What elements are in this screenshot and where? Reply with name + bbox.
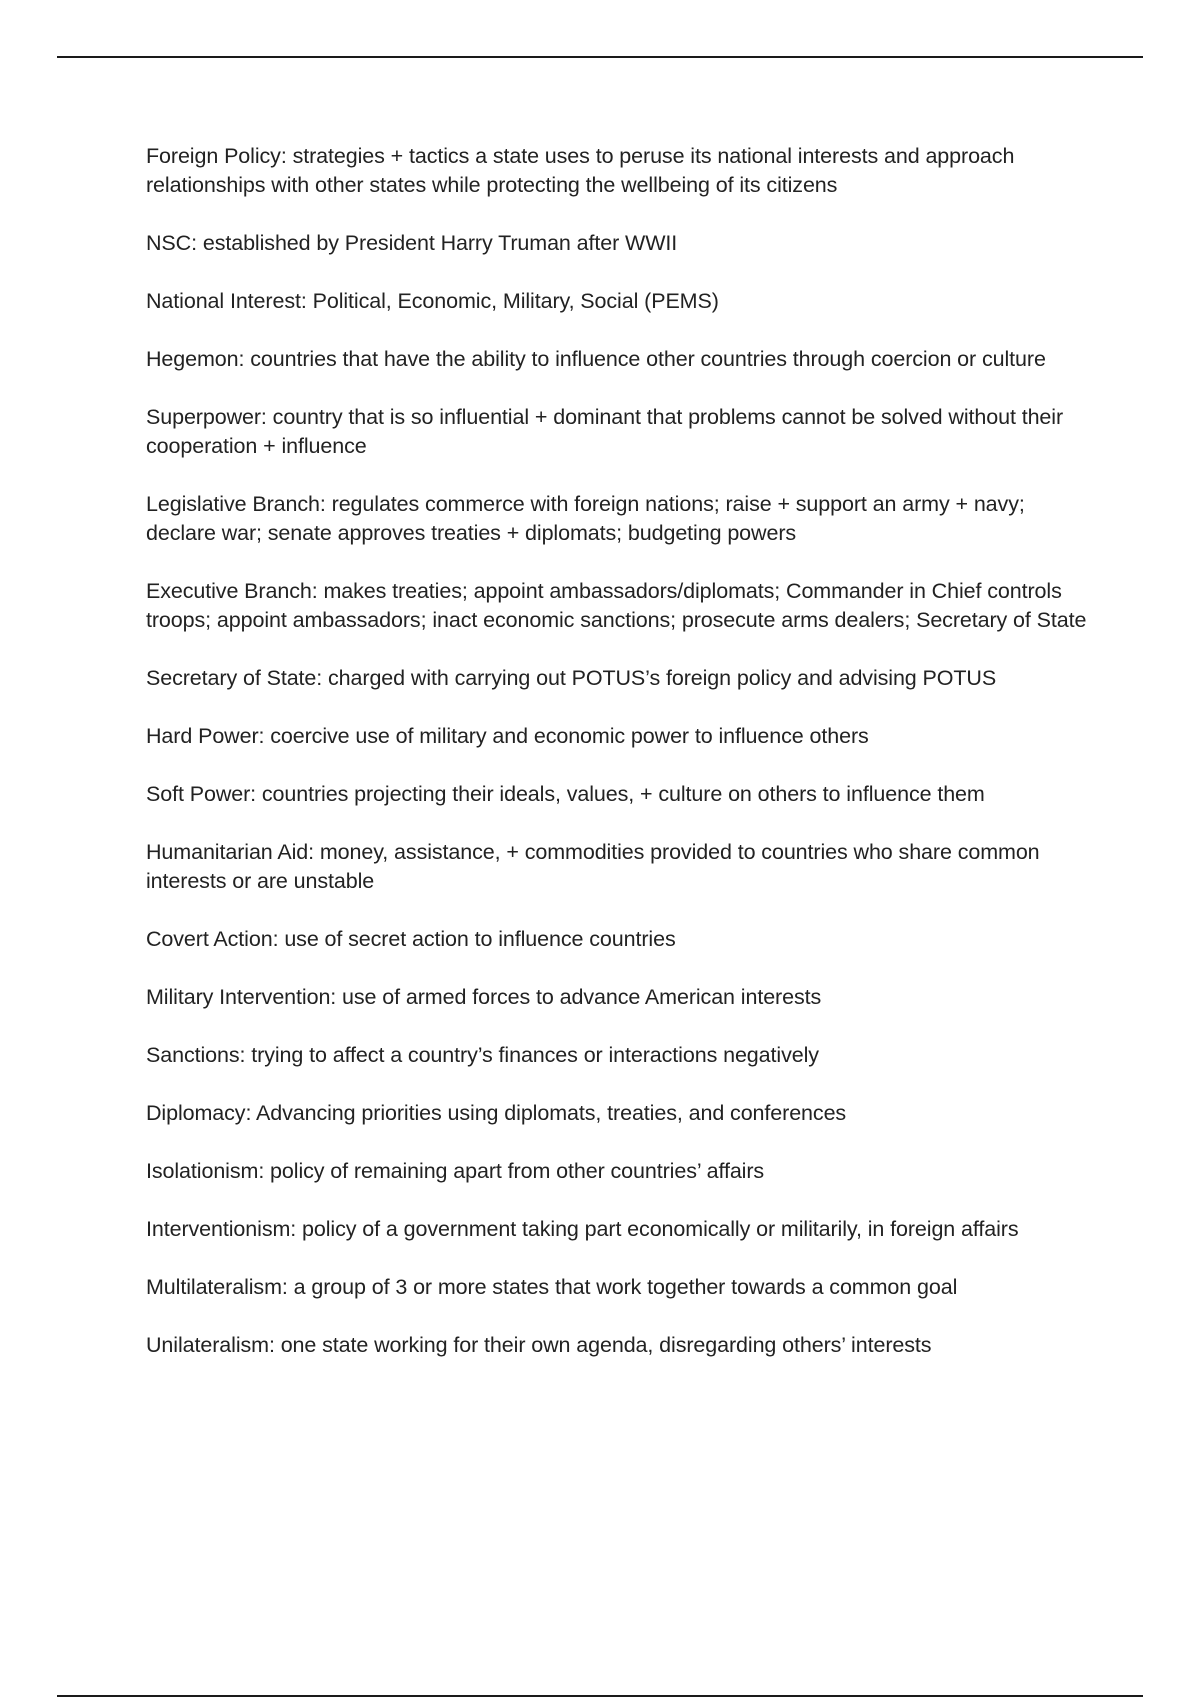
definition-interventionism: Interventionism: policy of a government taking part economically or militarily, in foreign affairs (146, 1217, 1019, 1241)
definition-legislative-branch: Legislative Branch: regulates commerce with foreign nations; raise + support an army + navy; declare war; senate approves treaties + diplomats; budgeting powers (146, 492, 1025, 545)
definition-soft-power: Soft Power: countries projecting their ideals, values, + culture on others to influence them (146, 782, 985, 806)
definition-diplomacy: Diplomacy: Advancing priorities using diplomats, treaties, and conferences (146, 1101, 847, 1125)
header-rule (57, 56, 1143, 58)
definition-isolationism: Isolationism: policy of remaining apart from other countries’ affairs (146, 1159, 765, 1183)
definition-sanctions: Sanctions: trying to affect a country’s finances or interactions negatively (146, 1043, 819, 1067)
definition-military-intervention: Military Intervention: use of armed forces to advance American interests (146, 985, 822, 1009)
definition-covert-action: Covert Action: use of secret action to influence countries (146, 927, 676, 951)
definition-foreign-policy: Foreign Policy: strategies + tactics a state uses to peruse its national interests and approach relationships with other states while protecting the wellbeing of its citizens (146, 144, 1015, 197)
footer-rule (57, 1695, 1143, 1697)
definition-hegemon: Hegemon: countries that have the ability to influence other countries through coercion or culture (146, 347, 1046, 371)
definition-nsc: NSC: established by President Harry Truman after WWII (146, 231, 678, 255)
definitions-list (146, 142, 1096, 1389)
definition-multilateralism: Multilateralism: a group of 3 or more states that work together towards a common goal (146, 1275, 958, 1299)
definition-humanitarian-aid: Humanitarian Aid: money, assistance, + commodities provided to countries who share common interests or are unstable (146, 840, 1040, 893)
definition-executive-branch: Executive Branch: makes treaties; appoint ambassadors/diplomats; Commander in Chief controls troops; appoint ambassadors; inact economic sanctions; prosecute arms dealers; Secretary of State (146, 579, 1087, 632)
definition-superpower: Superpower: country that is so influential + dominant that problems cannot be solved without their cooperation + influence (146, 405, 1064, 458)
definition-hard-power: Hard Power: coercive use of military and economic power to influence others (146, 724, 869, 748)
definition-national-interest: National Interest: Political, Economic, Military, Social (PEMS) (146, 289, 719, 313)
definition-unilateralism: Unilateralism: one state working for their own agenda, disregarding others’ interests (146, 1333, 932, 1357)
definition-secretary-of-state: Secretary of State: charged with carrying out POTUS’s foreign policy and advising POTUS (146, 666, 997, 690)
